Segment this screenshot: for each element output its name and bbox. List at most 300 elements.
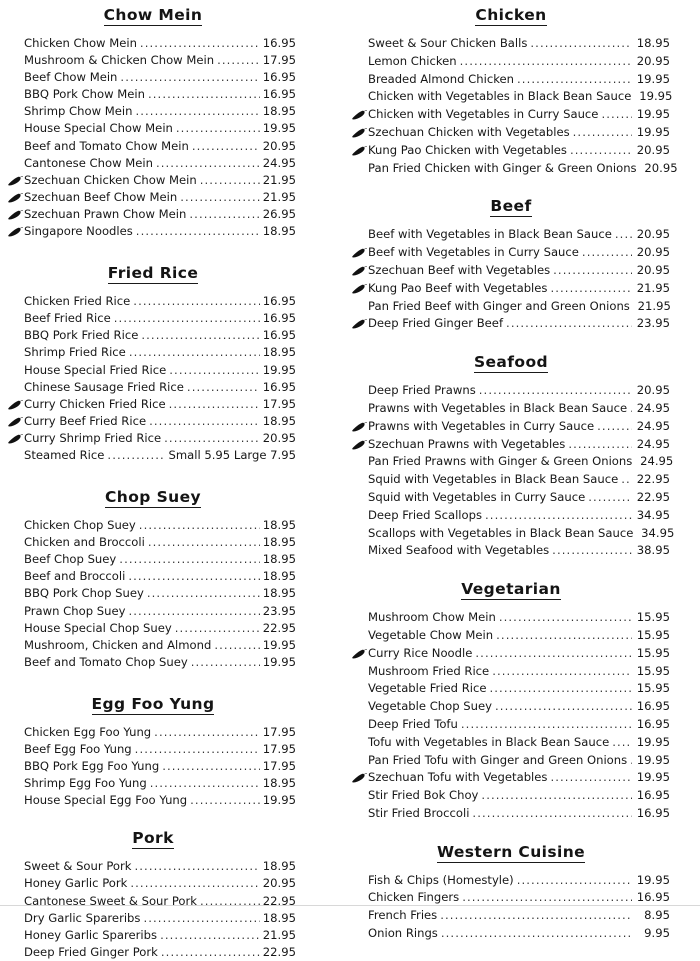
leader-dots bbox=[460, 53, 632, 71]
menu-item-name: Szechuan Chicken with Vegetables bbox=[368, 124, 570, 139]
menu-item-price: 17.95 bbox=[262, 53, 296, 68]
menu-item[interactable] bbox=[10, 637, 296, 654]
menu-item[interactable] bbox=[352, 71, 670, 89]
menu-item[interactable] bbox=[10, 534, 296, 551]
leader-dots bbox=[164, 430, 260, 447]
menu-item-name: Pan Fried Chicken with Ginger & Green Onions bbox=[368, 160, 637, 175]
menu-item-price: 16.95 bbox=[262, 70, 296, 85]
menu-item-name: Vegetable Chow Mein bbox=[368, 627, 494, 642]
menu-item-price: 15.95 bbox=[636, 681, 670, 696]
menu-item[interactable] bbox=[10, 413, 296, 430]
menu-item[interactable] bbox=[352, 907, 670, 925]
menu-item[interactable] bbox=[10, 103, 296, 120]
menu-item[interactable] bbox=[352, 262, 670, 280]
menu-item-name: Chicken Chow Mein bbox=[24, 36, 137, 50]
menu-item[interactable] bbox=[352, 769, 670, 787]
section-spacer bbox=[10, 811, 296, 829]
menu-item[interactable] bbox=[10, 120, 296, 137]
chili-pepper-icon bbox=[352, 421, 368, 433]
menu-item[interactable] bbox=[10, 875, 296, 892]
menu-item[interactable] bbox=[352, 716, 670, 734]
menu-section-chow-mein bbox=[10, 6, 296, 240]
menu-item-name: Beef and Tomato Chop Suey bbox=[24, 654, 188, 669]
menu-item-name: Beef with Vegetables in Black Bean Sauce bbox=[368, 227, 612, 242]
section-item-list bbox=[352, 35, 678, 177]
section-title: Chow Mein bbox=[103, 6, 203, 24]
menu-item-price: 24.95 bbox=[636, 436, 670, 451]
leader-dots bbox=[461, 716, 632, 734]
menu-item-price: 15.95 bbox=[636, 610, 670, 625]
leader-dots bbox=[621, 471, 632, 489]
menu-item[interactable] bbox=[10, 310, 296, 327]
menu-item-name: Pan Fried Beef with Ginger and Green Onions bbox=[368, 298, 630, 313]
menu-item-name: Deep Fried Prawns bbox=[368, 383, 476, 398]
menu-item[interactable] bbox=[10, 293, 296, 310]
menu-item[interactable] bbox=[10, 69, 296, 86]
menu-item[interactable] bbox=[352, 925, 670, 943]
section-item-list bbox=[10, 35, 296, 240]
menu-item-name: Curry Shrimp Fried Rice bbox=[24, 430, 162, 445]
column-divider-gap bbox=[310, 0, 332, 905]
leader-dots bbox=[189, 206, 260, 223]
menu-item[interactable] bbox=[10, 86, 296, 103]
menu-item[interactable] bbox=[10, 344, 296, 361]
menu-item-price: 16.95 bbox=[636, 716, 670, 731]
leader-dots bbox=[119, 551, 260, 568]
menu-item[interactable] bbox=[352, 542, 670, 560]
leader-dots bbox=[154, 724, 260, 741]
menu-item-name: Sweet & Sour Chicken Balls bbox=[368, 36, 528, 50]
menu-item-price: 19.95 bbox=[636, 71, 670, 86]
leader-dots bbox=[597, 418, 632, 436]
menu-item[interactable] bbox=[352, 872, 670, 890]
menu-item-price: 18.95 bbox=[262, 224, 296, 239]
menu-item-name: House Special Fried Rice bbox=[24, 362, 167, 377]
menu-item-name: House Special Chop Suey bbox=[24, 620, 172, 635]
leader-dots bbox=[200, 893, 260, 910]
leader-dots bbox=[479, 382, 632, 400]
menu-item[interactable] bbox=[10, 893, 296, 910]
menu-item-name: Squid with Vegetables in Black Bean Sauce bbox=[368, 472, 619, 487]
section-item-list bbox=[10, 517, 296, 671]
menu-item[interactable] bbox=[352, 53, 670, 71]
chili-pepper-icon bbox=[352, 648, 368, 660]
menu-section-pork bbox=[10, 829, 296, 961]
leader-dots bbox=[147, 585, 260, 602]
section-item-list bbox=[352, 609, 670, 823]
menu-item-name: Prawns with Vegetables in Curry Sauce bbox=[368, 418, 595, 433]
leader-dots bbox=[214, 637, 260, 654]
chili-pepper-icon bbox=[352, 318, 368, 330]
leader-dots bbox=[133, 293, 260, 310]
menu-item-price: 22.95 bbox=[262, 620, 296, 635]
menu-item-name: French Fries bbox=[368, 908, 438, 923]
section-spacer bbox=[10, 673, 296, 695]
menu-item[interactable] bbox=[10, 724, 296, 741]
menu-item[interactable] bbox=[10, 447, 296, 464]
menu-item[interactable] bbox=[10, 858, 296, 875]
menu-section-seafood bbox=[352, 353, 675, 560]
menu-item-price: 16.95 bbox=[262, 311, 296, 326]
menu-item-name: Beef with Vegetables in Curry Sauce bbox=[368, 245, 579, 260]
menu-item[interactable] bbox=[352, 734, 670, 752]
menu-item[interactable] bbox=[10, 155, 296, 172]
menu-item[interactable] bbox=[10, 517, 296, 534]
menu-item[interactable] bbox=[10, 327, 296, 344]
menu-item-name: Honey Garlic Pork bbox=[24, 876, 128, 891]
leader-dots bbox=[136, 223, 260, 240]
leader-dots bbox=[495, 698, 632, 716]
menu-item[interactable] bbox=[352, 298, 670, 316]
menu-item-name: Chinese Sausage Fried Rice bbox=[24, 379, 184, 394]
leader-dots bbox=[492, 663, 632, 681]
menu-item-name: Chicken Chop Suey bbox=[24, 518, 136, 533]
menu-item-price: 17.95 bbox=[262, 742, 296, 756]
menu-item-name: Onion Rings bbox=[368, 926, 438, 941]
menu-item-name: Prawn Chop Suey bbox=[24, 603, 126, 618]
leader-dots bbox=[140, 35, 260, 52]
leader-dots bbox=[440, 907, 632, 925]
menu-item-price: 19.95 bbox=[636, 752, 670, 767]
menu-item[interactable] bbox=[10, 52, 296, 69]
menu-item[interactable] bbox=[352, 805, 670, 823]
menu-item-price: 20.95 bbox=[262, 430, 296, 445]
menu-item-price: 20.95 bbox=[262, 876, 296, 891]
menu-section-egg-foo-yung bbox=[10, 695, 296, 809]
menu-item-name: Fish & Chips (Homestyle) bbox=[368, 872, 514, 887]
menu-item-price: 18.95 bbox=[262, 776, 296, 791]
leader-dots bbox=[148, 86, 260, 103]
menu-item[interactable] bbox=[352, 226, 670, 244]
menu-item-price: 18.95 bbox=[262, 569, 296, 584]
leader-dots bbox=[517, 71, 632, 89]
menu-item-name: BBQ Pork Chop Suey bbox=[24, 586, 144, 601]
leader-dots bbox=[150, 775, 260, 792]
menu-section-beef bbox=[352, 197, 670, 333]
menu-item[interactable] bbox=[10, 396, 296, 413]
chili-pepper-icon bbox=[8, 416, 24, 428]
menu-item[interactable] bbox=[10, 741, 296, 758]
menu-item[interactable] bbox=[352, 645, 670, 663]
leader-dots bbox=[553, 262, 632, 280]
menu-item-price: 15.95 bbox=[636, 627, 670, 642]
section-header bbox=[10, 264, 296, 284]
leader-dots bbox=[573, 124, 632, 142]
leader-dots bbox=[160, 927, 260, 944]
leader-dots bbox=[192, 138, 260, 155]
menu-item-price: 20.95 bbox=[636, 227, 670, 242]
section-header bbox=[10, 6, 296, 26]
leader-dots bbox=[550, 769, 632, 787]
leader-dots bbox=[506, 315, 632, 333]
menu-item-price: 20.95 bbox=[636, 245, 670, 260]
leader-dots bbox=[169, 396, 260, 413]
menu-item-name: Deep Fried Tofu bbox=[368, 716, 458, 731]
menu-item[interactable] bbox=[352, 160, 678, 178]
menu-item-price: 22.95 bbox=[262, 893, 296, 908]
section-header bbox=[352, 353, 670, 373]
leader-dots bbox=[134, 858, 260, 875]
menu-item-price: 38.95 bbox=[636, 543, 670, 558]
menu-item[interactable] bbox=[10, 603, 296, 620]
menu-item-name: Mushroom, Chicken and Almond bbox=[24, 637, 212, 652]
leader-dots bbox=[568, 436, 632, 454]
menu-item[interactable] bbox=[10, 172, 296, 189]
menu-item[interactable] bbox=[10, 138, 296, 155]
menu-item[interactable] bbox=[10, 35, 296, 52]
section-title: Pork bbox=[132, 829, 174, 848]
menu-item-price: 20.95 bbox=[636, 53, 670, 68]
menu-item-name: Cantonese Sweet & Sour Pork bbox=[24, 893, 197, 908]
menu-item-price: 22.95 bbox=[636, 472, 670, 487]
section-spacer bbox=[352, 179, 670, 197]
menu-item[interactable] bbox=[10, 568, 296, 585]
menu-item-name: Chicken and Broccoli bbox=[24, 535, 145, 550]
menu-item-price: 21.95 bbox=[262, 927, 296, 942]
section-header bbox=[10, 829, 296, 849]
menu-item[interactable] bbox=[10, 620, 296, 637]
menu-item-price: 19.95 bbox=[639, 89, 673, 104]
menu-section-fried-rice bbox=[10, 264, 296, 464]
leader-dots bbox=[191, 654, 260, 671]
menu-item[interactable] bbox=[352, 489, 670, 507]
menu-item-name: Honey Garlic Spareribs bbox=[24, 927, 158, 942]
menu-item-price: 20.95 bbox=[636, 383, 670, 398]
menu-item-name: Szechuan Chicken Chow Mein bbox=[24, 172, 197, 187]
section-title: Vegetarian bbox=[461, 580, 561, 599]
menu-item[interactable] bbox=[352, 471, 670, 489]
section-header bbox=[352, 580, 670, 600]
menu-item-name: Shrimp Egg Foo Yung bbox=[24, 776, 147, 791]
section-header bbox=[352, 6, 670, 26]
leader-dots bbox=[156, 155, 260, 172]
section-item-list bbox=[10, 858, 296, 961]
section-header bbox=[10, 488, 296, 508]
menu-item[interactable] bbox=[352, 382, 670, 400]
menu-item[interactable] bbox=[10, 362, 296, 379]
leader-dots bbox=[612, 734, 632, 752]
menu-item-name: Szechuan Beef with Vegetables bbox=[368, 262, 551, 277]
menu-item-price: 19.95 bbox=[262, 654, 296, 669]
menu-item[interactable] bbox=[352, 889, 670, 907]
section-item-list bbox=[352, 226, 670, 333]
menu-item-name: Breaded Almond Chicken bbox=[368, 71, 514, 86]
menu-item-price: 20.95 bbox=[636, 142, 670, 157]
menu-item-price: 18.95 bbox=[262, 552, 296, 567]
menu-item-price: 17.95 bbox=[262, 396, 296, 411]
chili-pepper-icon bbox=[8, 433, 24, 445]
menu-item-price: Small 5.95 Large 7.95 bbox=[168, 447, 296, 462]
menu-item-name: Curry Beef Fried Rice bbox=[24, 413, 147, 428]
menu-item[interactable] bbox=[352, 698, 670, 716]
chili-pepper-icon bbox=[8, 192, 24, 204]
menu-item-name: Deep Fried Ginger Pork bbox=[24, 944, 158, 959]
menu-item[interactable] bbox=[352, 400, 670, 418]
menu-item-price: 24.95 bbox=[636, 400, 670, 415]
menu-item-name: BBQ Pork Chow Mein bbox=[24, 87, 145, 102]
menu-item-name: Stir Fried Broccoli bbox=[368, 805, 470, 820]
menu-item-price: 19.95 bbox=[262, 121, 296, 136]
menu-item[interactable] bbox=[10, 792, 296, 809]
leader-dots bbox=[129, 344, 260, 361]
section-title: Egg Foo Yung bbox=[91, 694, 215, 713]
menu-item[interactable] bbox=[352, 453, 674, 471]
chili-pepper-icon bbox=[352, 127, 368, 139]
menu-item[interactable] bbox=[352, 35, 670, 53]
menu-item-name: Kung Pao Chicken with Vegetables bbox=[368, 142, 567, 157]
chili-pepper-icon bbox=[8, 226, 24, 238]
chili-pepper-icon bbox=[352, 439, 368, 451]
leader-dots bbox=[114, 310, 260, 327]
menu-item-name: Steamed Rice bbox=[24, 447, 105, 462]
chili-pepper-icon bbox=[352, 265, 368, 277]
menu-item-price: 18.95 bbox=[262, 518, 296, 533]
menu-item-name: Chicken Fingers bbox=[368, 890, 460, 905]
menu-item-price: 16.95 bbox=[636, 890, 670, 905]
menu-item-price: 16.95 bbox=[262, 36, 296, 50]
menu-item-name: Chicken with Vegetables in Curry Sauce bbox=[368, 107, 599, 122]
menu-item-price: 20.95 bbox=[262, 138, 296, 153]
section-spacer bbox=[10, 242, 296, 264]
menu-item-price: 34.95 bbox=[641, 525, 675, 540]
menu-item[interactable] bbox=[352, 315, 670, 333]
menu-item[interactable] bbox=[352, 507, 670, 525]
leader-dots bbox=[120, 69, 260, 86]
menu-item-name: Sweet & Sour Pork bbox=[24, 859, 132, 874]
section-spacer bbox=[352, 335, 670, 353]
menu-item-price: 17.95 bbox=[262, 724, 296, 739]
section-item-list bbox=[352, 872, 670, 943]
chili-pepper-icon bbox=[352, 109, 368, 121]
menu-item-name: Chicken Fried Rice bbox=[24, 294, 131, 309]
leader-dots bbox=[588, 489, 632, 507]
menu-item[interactable] bbox=[352, 627, 670, 645]
leader-dots bbox=[161, 944, 260, 961]
menu-item[interactable] bbox=[10, 189, 296, 206]
menu-section-vegetarian bbox=[352, 580, 670, 823]
menu-item[interactable] bbox=[352, 787, 670, 805]
menu-item-name: Vegetable Chop Suey bbox=[368, 699, 492, 714]
leader-dots bbox=[200, 172, 260, 189]
menu-item-price: 18.95 bbox=[262, 535, 296, 550]
leader-dots bbox=[128, 603, 260, 620]
menu-item[interactable] bbox=[352, 525, 675, 543]
menu-item[interactable] bbox=[352, 680, 670, 698]
menu-item-name: Szechuan Tofu with Vegetables bbox=[368, 770, 548, 785]
menu-section-chicken bbox=[352, 6, 678, 177]
section-title: Western Cuisine bbox=[436, 842, 586, 861]
menu-item[interactable] bbox=[352, 244, 670, 262]
menu-item[interactable] bbox=[352, 124, 670, 142]
menu-item[interactable] bbox=[352, 609, 670, 627]
menu-item-name: Mixed Seafood with Vegetables bbox=[368, 543, 550, 558]
menu-item-name: Shrimp Fried Rice bbox=[24, 345, 126, 360]
menu-item-name: Shrimp Chow Mein bbox=[24, 104, 133, 119]
menu-item-name: House Special Chow Mein bbox=[24, 121, 173, 136]
menu-item[interactable] bbox=[10, 758, 296, 775]
leader-dots bbox=[582, 244, 632, 262]
menu-item-price: 19.95 bbox=[636, 107, 670, 122]
menu-item-name: Szechuan Beef Chow Mein bbox=[24, 189, 178, 204]
menu-item-name: Stir Fried Bok Choy bbox=[368, 788, 479, 803]
menu-item-name: Cantonese Chow Mein bbox=[24, 155, 153, 170]
menu-item[interactable] bbox=[352, 436, 670, 454]
menu-item[interactable] bbox=[352, 106, 670, 124]
menu-section-western-cuisine bbox=[352, 843, 670, 943]
section-title: Chop Suey bbox=[105, 488, 201, 507]
leader-dots bbox=[135, 103, 260, 120]
menu-item[interactable] bbox=[10, 223, 296, 240]
menu-item-price: 18.95 bbox=[262, 413, 296, 428]
menu-item[interactable] bbox=[10, 379, 296, 396]
menu-item-price: 21.95 bbox=[262, 189, 296, 204]
menu-item[interactable] bbox=[352, 142, 670, 160]
menu-item-name: Beef Chow Mein bbox=[24, 70, 118, 85]
chili-pepper-icon bbox=[352, 247, 368, 259]
section-spacer bbox=[352, 562, 670, 580]
chili-pepper-icon bbox=[8, 399, 24, 411]
leader-dots bbox=[530, 35, 632, 53]
menu-item[interactable] bbox=[352, 663, 670, 681]
menu-item-name: Beef Egg Foo Yung bbox=[24, 742, 132, 756]
menu-item-price: 20.95 bbox=[636, 262, 670, 277]
leader-dots bbox=[462, 889, 632, 907]
menu-item-price: 16.95 bbox=[262, 87, 296, 102]
menu-item[interactable] bbox=[10, 944, 296, 961]
menu-item-price: 8.95 bbox=[644, 908, 670, 923]
leader-dots bbox=[176, 120, 260, 137]
leader-dots bbox=[107, 447, 166, 464]
menu-item-price: 16.95 bbox=[262, 379, 296, 394]
menu-item-price: 19.95 bbox=[262, 362, 296, 377]
menu-item[interactable] bbox=[10, 910, 296, 927]
section-header bbox=[352, 197, 670, 217]
menu-item[interactable] bbox=[352, 280, 670, 298]
menu-item-name: House Special Egg Foo Yung bbox=[24, 793, 188, 808]
menu-item[interactable] bbox=[352, 752, 670, 770]
menu-item-name: Curry Chicken Fried Rice bbox=[24, 396, 166, 411]
menu-item-name: BBQ Pork Fried Rice bbox=[24, 328, 139, 343]
menu-section-chop-suey bbox=[10, 488, 296, 671]
menu-item[interactable] bbox=[10, 927, 296, 944]
menu-item-name: Kung Pao Beef with Vegetables bbox=[368, 280, 548, 295]
menu-item[interactable] bbox=[352, 418, 670, 436]
leader-dots bbox=[217, 52, 260, 69]
menu-item[interactable] bbox=[10, 206, 296, 223]
leader-dots bbox=[570, 142, 632, 160]
menu-item-name: Squid with Vegetables in Curry Sauce bbox=[368, 489, 586, 504]
leader-dots bbox=[615, 226, 632, 244]
leader-dots bbox=[187, 379, 260, 396]
menu-item[interactable] bbox=[10, 430, 296, 447]
leader-dots bbox=[162, 758, 260, 775]
menu-item[interactable] bbox=[10, 585, 296, 602]
menu-item-price: 16.95 bbox=[636, 805, 670, 820]
menu-item-price: 19.95 bbox=[636, 124, 670, 139]
menu-item-price: 16.95 bbox=[636, 699, 670, 714]
leader-dots bbox=[128, 568, 260, 585]
section-header bbox=[352, 843, 670, 863]
menu-item[interactable] bbox=[10, 551, 296, 568]
menu-item[interactable] bbox=[352, 88, 673, 106]
leader-dots bbox=[169, 362, 260, 379]
menu-item[interactable] bbox=[10, 654, 296, 671]
section-item-list bbox=[10, 724, 296, 809]
section-item-list bbox=[352, 382, 675, 560]
menu-item[interactable] bbox=[10, 775, 296, 792]
menu-item-price: 18.95 bbox=[262, 859, 296, 874]
section-title: Fried Rice bbox=[107, 264, 199, 283]
